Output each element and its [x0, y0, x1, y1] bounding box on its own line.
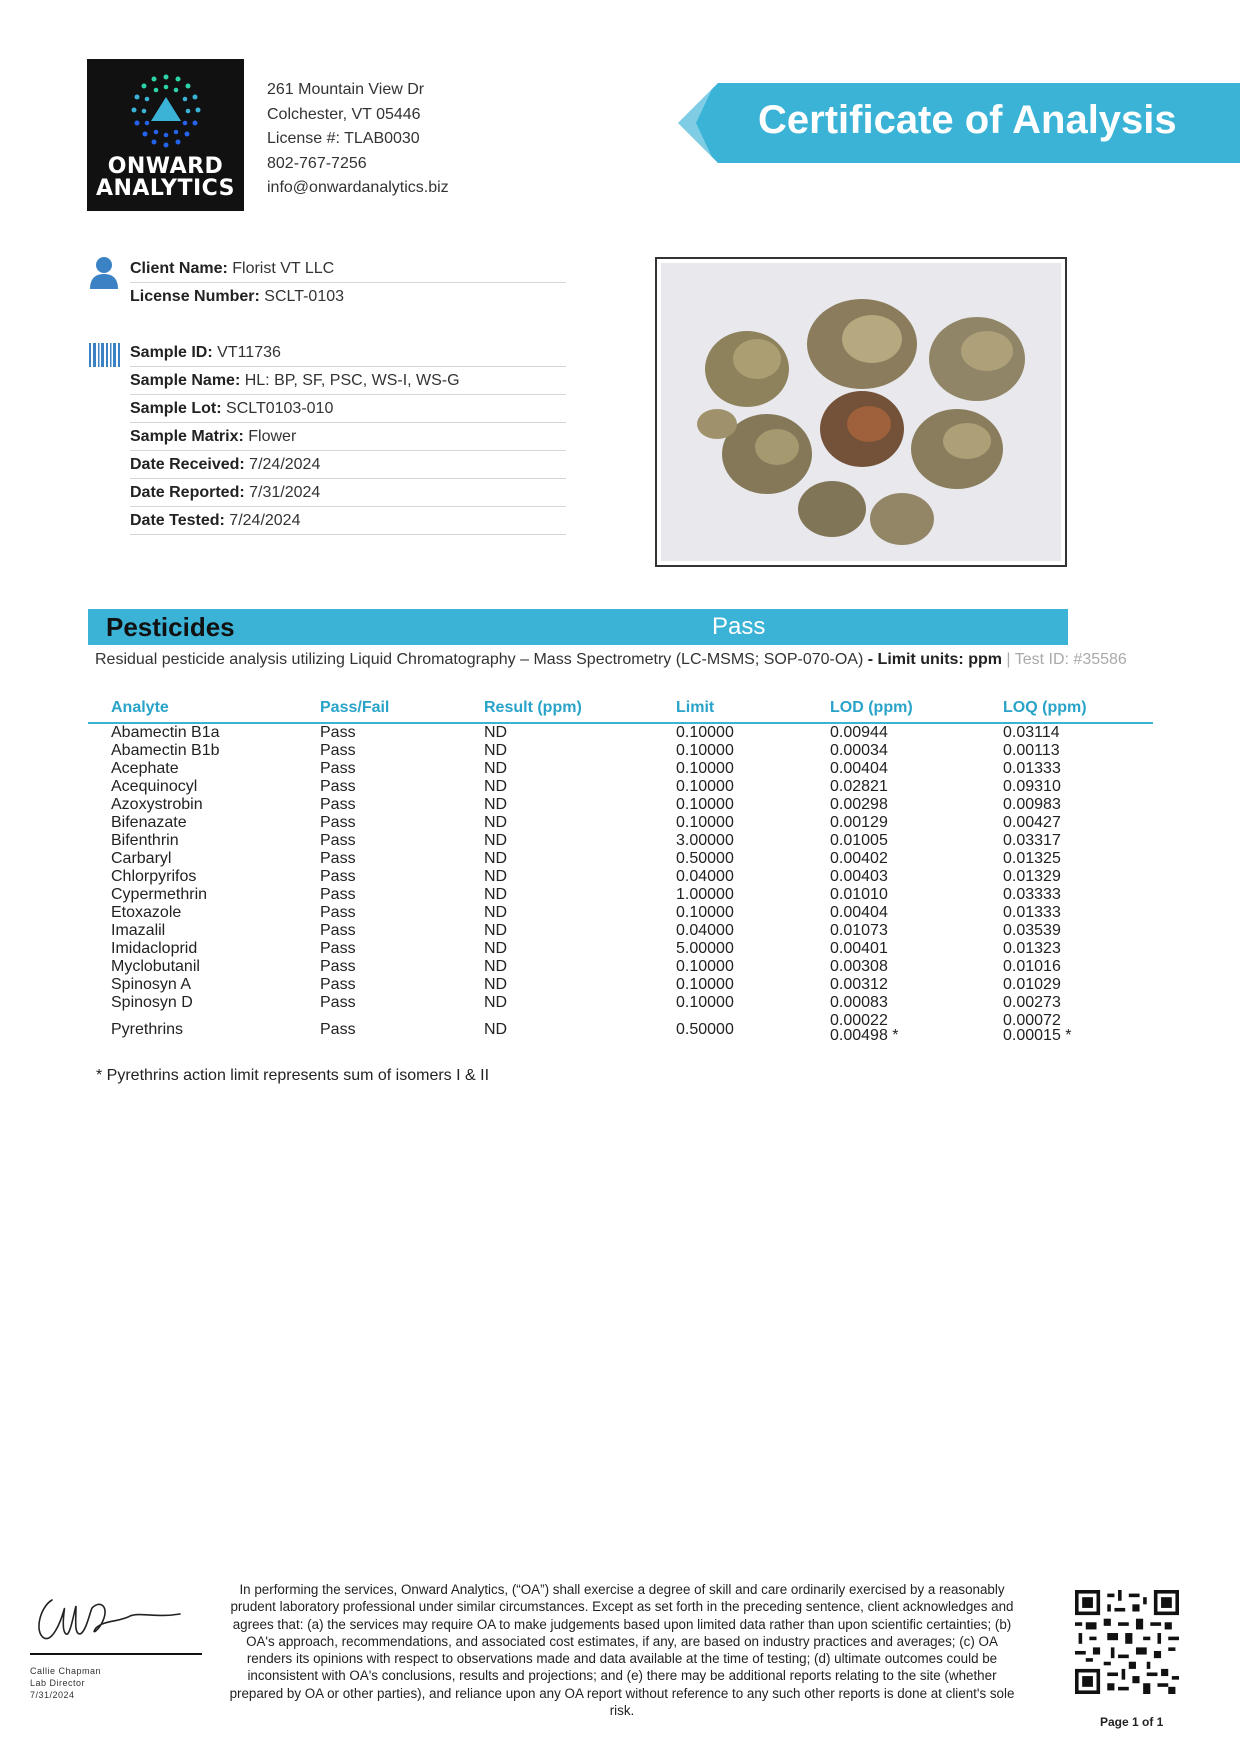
loq-cell: 0.01325 [1003, 850, 1061, 867]
loq-cell: 0.01323 [1003, 940, 1061, 957]
pass-fail-cell: Pass [320, 922, 356, 939]
analyte-cell: Abamectin B1b [111, 742, 220, 759]
analyte-cell: Pyrethrins [111, 1021, 184, 1038]
analyte-cell: Chlorpyrifos [111, 868, 197, 885]
date-tested-value: 7/24/2024 [229, 512, 301, 529]
loq-cell: 0.00273 [1003, 994, 1061, 1011]
signature-line [30, 1653, 202, 1655]
limit-cell: 0.10000 [676, 904, 734, 921]
analyte-cell: Cypermethrin [111, 886, 208, 903]
pass-fail-cell: Pass [320, 940, 356, 957]
sample-id-value: VT11736 [217, 344, 281, 361]
loq-cell-2: 0.00015 * [1003, 1027, 1072, 1044]
date-reported-row [130, 480, 566, 507]
analyte-cell: Spinosyn A [111, 976, 192, 993]
column-header-lod: LOD (ppm) [830, 699, 913, 716]
result-cell: ND [484, 742, 508, 759]
loq-cell: 0.01016 [1003, 958, 1061, 975]
lod-cell: 0.00944 [830, 724, 888, 741]
lod-cell: 0.00401 [830, 940, 888, 957]
pesticides-description [95, 650, 1145, 670]
table-row [88, 868, 1153, 886]
analyte-cell: Imazalil [111, 922, 166, 939]
loq-cell: 0.01333 [1003, 904, 1061, 921]
limit-cell: 0.10000 [676, 724, 734, 741]
loq-cell: 0.00427 [1003, 814, 1061, 831]
lod-cell: 0.00404 [830, 904, 888, 921]
analyte-cell: Carbaryl [111, 850, 172, 867]
address-email[interactable]: info@onwardanalytics.biz [267, 179, 449, 196]
table-row [88, 994, 1153, 1012]
loq-cell: 0.00983 [1003, 796, 1061, 813]
pass-fail-cell: Pass [320, 976, 356, 993]
limit-units: - Limit units: ppm [867, 651, 1002, 668]
flower-sample-image [657, 259, 1065, 565]
analyte-cell: Imidacloprid [111, 940, 198, 957]
logo-line-1: ONWARD [107, 154, 224, 179]
barcode-icon [89, 343, 121, 367]
limit-cell: 0.10000 [676, 814, 734, 831]
limit-cell: 0.50000 [676, 1021, 734, 1038]
table-row [88, 760, 1153, 778]
loq-cell: 0.03333 [1003, 886, 1061, 903]
limit-cell: 0.10000 [676, 796, 734, 813]
client-license-value: SCLT-0103 [264, 288, 345, 305]
table-row [88, 922, 1153, 940]
pass-fail-cell: Pass [320, 868, 356, 885]
date-received-row [130, 452, 566, 479]
analyte-cell: Etoxazole [111, 904, 182, 921]
pass-fail-cell: Pass [320, 760, 356, 777]
result-cell: ND [484, 778, 508, 795]
page-number: Page 1 of 1 [1100, 1715, 1164, 1729]
result-cell: ND [484, 886, 508, 903]
client-name-value: Florist VT LLC [232, 260, 335, 277]
logo-dots-graphic [123, 69, 209, 155]
method-description: Residual pesticide analysis utilizing Liquid Chromatography – Mass Spectrometry (LC-MSMS; SOP-070-OA) [95, 651, 864, 668]
limit-cell: 0.10000 [676, 778, 734, 795]
limit-cell: 0.50000 [676, 850, 734, 867]
sample-id-label: Sample ID: [130, 344, 213, 361]
analyte-cell: Abamectin B1a [111, 724, 220, 741]
pass-fail-cell: Pass [320, 778, 356, 795]
result-cell: ND [484, 832, 508, 849]
table-row [88, 976, 1153, 994]
lod-cell: 0.02821 [830, 778, 888, 795]
table-row [88, 832, 1153, 850]
pesticides-status: Pass [712, 613, 766, 640]
analyte-cell: Acequinocyl [111, 778, 198, 795]
analyte-cell: Bifenthrin [111, 832, 179, 849]
lod-cell: 0.00404 [830, 760, 888, 777]
company-logo [87, 59, 244, 211]
sample-id-row [130, 340, 566, 367]
pass-fail-cell: Pass [320, 958, 356, 975]
pesticides-title: Pesticides [106, 612, 235, 642]
lod-cell: 0.00298 [830, 796, 888, 813]
page-title: Certificate of Analysis [758, 98, 1177, 142]
analyte-cell: Spinosyn D [111, 994, 193, 1011]
sample-lot-label: Sample Lot: [130, 400, 222, 417]
lod-cell: 0.00129 [830, 814, 888, 831]
sample-name-row [130, 368, 566, 395]
person-icon [89, 256, 119, 290]
column-header-limit: Limit [676, 699, 715, 716]
table-row [88, 940, 1153, 958]
limit-cell: 0.10000 [676, 958, 734, 975]
result-cell: ND [484, 724, 508, 741]
date-received-value: 7/24/2024 [249, 456, 321, 473]
lod-cell: 0.01005 [830, 832, 888, 849]
table-row [88, 850, 1153, 868]
limit-cell: 0.10000 [676, 742, 734, 759]
loq-cell: 0.03539 [1003, 922, 1061, 939]
table-row [88, 958, 1153, 976]
pass-fail-cell: Pass [320, 814, 356, 831]
pesticides-header-bar [88, 609, 1068, 645]
column-header-analyte: Analyte [111, 699, 169, 716]
address-license: License #: TLAB0030 [267, 130, 420, 147]
date-received-label: Date Received: [130, 456, 245, 473]
loq-cell: 0.00113 [1003, 742, 1060, 759]
sample-lot-row [130, 396, 566, 423]
signer-name: Callie Chapman [30, 1666, 102, 1676]
result-cell: ND [484, 994, 508, 1011]
date-reported-label: Date Reported: [130, 484, 245, 501]
loq-cell: 0.01029 [1003, 976, 1061, 993]
result-cell: ND [484, 940, 508, 957]
analyte-cell: Bifenazate [111, 814, 187, 831]
limit-cell: 0.10000 [676, 994, 734, 1011]
sample-photo [655, 257, 1067, 567]
result-cell: ND [484, 922, 508, 939]
lod-cell: 0.00034 [830, 742, 888, 759]
limit-cell: 0.10000 [676, 976, 734, 993]
result-cell: ND [484, 976, 508, 993]
result-cell: ND [484, 760, 508, 777]
table-row [88, 778, 1153, 796]
limit-cell: 5.00000 [676, 940, 734, 957]
address-city: Colchester, VT 05446 [267, 105, 421, 123]
loq-cell: 0.03317 [1003, 832, 1061, 849]
pesticides-table-header [88, 696, 1153, 724]
address-phone: 802-767-7256 [267, 154, 367, 172]
analyte-cell: Myclobutanil [111, 958, 200, 975]
pass-fail-cell: Pass [320, 724, 356, 741]
result-cell: ND [484, 904, 508, 921]
lod-cell-1: 0.00022 [830, 1012, 888, 1029]
table-row-pyrethrins [88, 1012, 1153, 1048]
pass-fail-cell: Pass [320, 994, 356, 1011]
sample-matrix-value: Flower [248, 428, 297, 445]
loq-cell: 0.01329 [1003, 868, 1061, 885]
signer-block [30, 1665, 101, 1701]
lod-cell: 0.00403 [830, 868, 888, 885]
result-cell: ND [484, 814, 508, 831]
table-row [88, 886, 1153, 904]
pesticides-table-body [88, 724, 1153, 1054]
pass-fail-cell: Pass [320, 742, 356, 759]
pass-fail-cell: Pass [320, 1021, 356, 1038]
signer-title: Lab Director [30, 1678, 86, 1688]
sample-name-value: HL: BP, SF, PSC, WS-I, WS-G [244, 372, 460, 389]
table-row [88, 814, 1153, 832]
pass-fail-cell: Pass [320, 886, 356, 903]
client-license-row [130, 284, 566, 310]
column-header-result: Result (ppm) [484, 699, 582, 716]
logo-line-2: ANALYTICS [95, 176, 236, 201]
test-id: | Test ID: #35586 [1006, 651, 1127, 668]
pass-fail-cell: Pass [320, 832, 356, 849]
limit-cell: 3.00000 [676, 832, 734, 849]
signature-image [30, 1582, 190, 1650]
loq-cell: 0.01333 [1003, 760, 1061, 777]
loq-cell: 0.09310 [1003, 778, 1061, 795]
signer-date: 7/31/2024 [30, 1690, 75, 1700]
column-header-loq: LOQ (ppm) [1003, 699, 1087, 716]
column-header-pass-fail: Pass/Fail [320, 699, 390, 716]
result-cell: ND [484, 958, 508, 975]
pass-fail-cell: Pass [320, 796, 356, 813]
limit-cell: 0.04000 [676, 868, 734, 885]
result-cell: ND [484, 1021, 508, 1038]
pass-fail-cell: Pass [320, 904, 356, 921]
result-cell: ND [484, 796, 508, 813]
date-reported-value: 7/31/2024 [249, 484, 321, 501]
lod-cell: 0.00308 [830, 958, 888, 975]
lod-cell: 0.01073 [830, 922, 888, 939]
lab-address-block [267, 78, 449, 201]
table-row [88, 796, 1153, 814]
table-row [88, 742, 1153, 760]
limit-cell: 0.10000 [676, 760, 734, 777]
date-tested-label: Date Tested: [130, 512, 225, 529]
loq-cell-1: 0.00072 [1003, 1012, 1061, 1029]
lod-cell: 0.00402 [830, 850, 888, 867]
qr-code[interactable] [1075, 1590, 1179, 1694]
lod-cell-2: 0.00498 * [830, 1027, 899, 1044]
pyrethrins-footnote: * Pyrethrins action limit represents sum of isomers I & II [96, 1067, 490, 1084]
lod-cell: 0.01010 [830, 886, 888, 903]
result-cell: ND [484, 868, 508, 885]
analyte-cell: Azoxystrobin [111, 796, 203, 813]
table-row [88, 904, 1153, 922]
legal-disclaimer: In performing the services, Onward Analytics, (“OA”) shall exercise a degree of skill and care ordinarily exercised by a reasonably prudent laboratory professional under similar circumstances. Except as set forth in the preceding sentence, client acknowledges and agrees that: (a) the services may require OA to make judgements based upon limited data rather than upon scientific certainties; (b) OA's approach, recommendations, and associated cost estimates, if any, are based on industry practices and averages; (c) OA renders its opinions with respect to observations made and data available at the time of testing; (d) ultimate outcomes could be inconsistent with OA's conclusions, results and projections; and (e) there may be additional reports relating to the site (whether prepared by OA or other parties), and reliance upon any OA report without reference to any such other reports is done at client's sole risk. [229, 1582, 1015, 1719]
sample-name-label: Sample Name: [130, 372, 241, 389]
loq-cell: 0.03114 [1003, 724, 1060, 741]
client-name-row [130, 256, 566, 283]
pass-fail-cell: Pass [320, 850, 356, 867]
sample-matrix-label: Sample Matrix: [130, 428, 244, 445]
result-cell: ND [484, 850, 508, 867]
sample-matrix-row [130, 424, 566, 451]
lod-cell: 0.00083 [830, 994, 888, 1011]
limit-cell: 0.04000 [676, 922, 734, 939]
lod-cell: 0.00312 [830, 976, 888, 993]
analyte-cell: Acephate [111, 760, 179, 777]
limit-cell: 1.00000 [676, 886, 734, 903]
address-street: 261 Mountain View Dr [267, 81, 425, 98]
client-license-label: License Number: [130, 288, 260, 305]
sample-lot-value: SCLT0103-010 [226, 400, 334, 417]
date-tested-row [130, 508, 566, 535]
table-row [88, 724, 1153, 742]
client-name-label: Client Name: [130, 260, 228, 277]
